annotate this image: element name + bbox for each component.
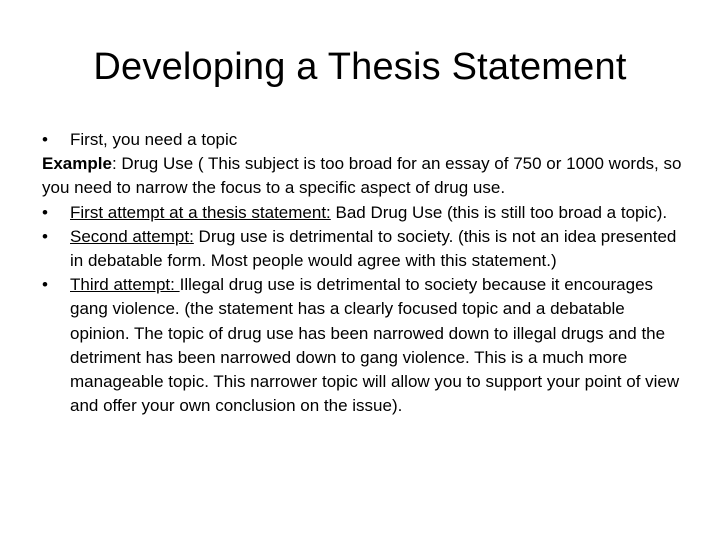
example-text: Drug Use ( This subject is too broad for an essay of 750 or 1000 words, so you need to narrow the focus to a specific aspect of drug use. — [42, 154, 682, 198]
slide-body — [42, 128, 682, 418]
attempt-3-text: Illegal drug use is detrimental to society because it encourages gang violence. (the statement has a clearly focused topic and a debatable opinion. The topic of drug use has been narrowed down to illegal drugs and the detriment has been narrowed down to gang violence. This is a much more manageable topic. This narrower topic will allow you to support your point of view and offer your own conclusion on the issue). — [70, 275, 680, 416]
attempt-1-text: Bad Drug Use (this is still too broad a topic). — [330, 202, 668, 222]
bullet-attempt-1 — [42, 201, 682, 225]
example-colon: : — [111, 154, 117, 174]
attempt-2-text: Drug use is detrimental to society. (this is not an idea presented in debatable form. Most people would agree with this statement.) — [70, 226, 677, 271]
slide-title: Developing a Thesis Statement — [93, 46, 627, 88]
bullet-attempt-2 — [42, 225, 682, 273]
bullet-intro — [42, 128, 682, 152]
bullet-icon: • — [42, 226, 48, 246]
attempt-1-lead: First attempt at a thesis statement: — [70, 202, 331, 222]
example-label: Example — [42, 154, 112, 174]
bullet-icon: • — [42, 202, 48, 222]
intro-text: First, you need a topic — [70, 130, 238, 149]
attempt-2-lead: Second attempt: — [70, 226, 194, 246]
example-paragraph — [42, 152, 682, 200]
bullet-attempt-3 — [42, 273, 682, 418]
attempt-3-lead: Third attempt: — [70, 275, 180, 295]
bullet-icon: • — [42, 130, 48, 149]
bullet-icon: • — [42, 275, 48, 295]
